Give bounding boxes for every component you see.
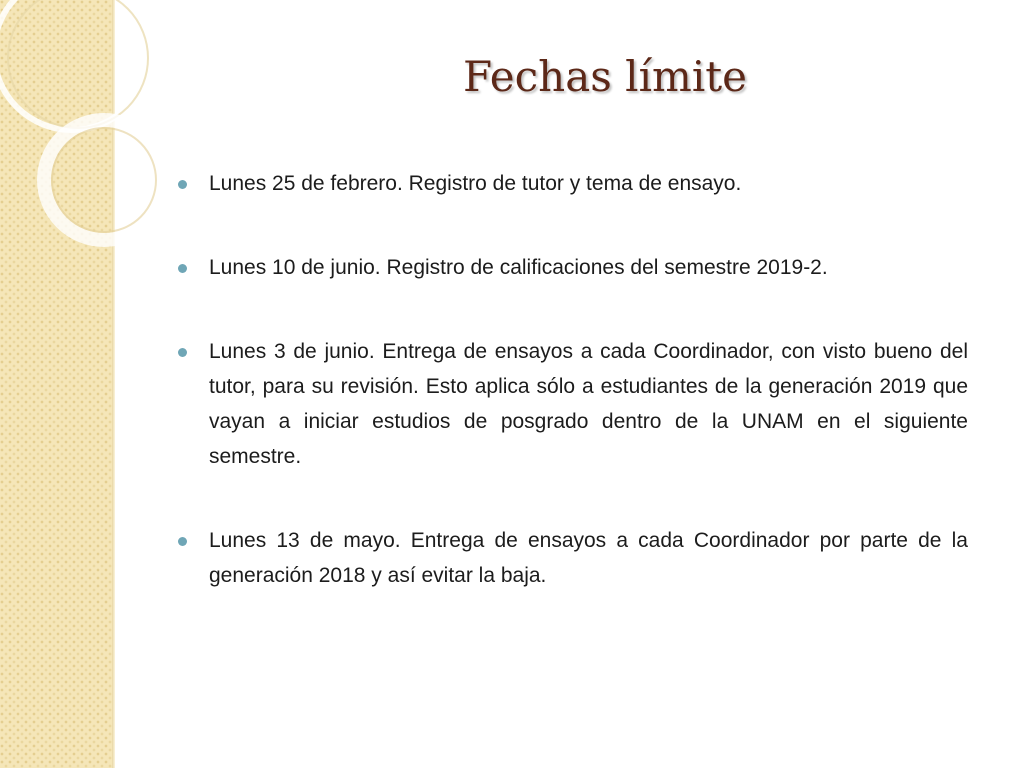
bullet-text: Lunes 3 de junio. Entrega de ensayos a cada Coordinador, con visto bueno del tutor, para su revisión. Esto aplica sólo a estudiantes de la generación 2019 que vayan a iniciar estudios de posgrado dentro de la UNAM en el siguiente semestre. <box>209 340 968 468</box>
bullet-item <box>178 166 968 201</box>
bullet-text: Lunes 13 de mayo. Entrega de ensayos a cada Coordinador por parte de la generación 2018 y así evitar la baja. <box>209 529 968 587</box>
decorative-rings-icon <box>0 0 200 300</box>
bullet-dot-icon <box>178 180 187 189</box>
bullet-dot-icon <box>178 537 187 546</box>
bullet-item <box>178 523 968 593</box>
bullet-text: Lunes 10 de junio. Registro de calificaciones del semestre 2019-2. <box>209 256 828 279</box>
bullet-dot-icon <box>178 348 187 357</box>
bullet-text: Lunes 25 de febrero. Registro de tutor y tema de ensayo. <box>209 172 742 195</box>
slide-title: Fechas límite <box>462 52 748 101</box>
bullet-dot-icon <box>178 264 187 273</box>
bullet-item <box>178 250 968 285</box>
bullet-item <box>178 334 968 474</box>
bullet-list <box>178 166 968 642</box>
